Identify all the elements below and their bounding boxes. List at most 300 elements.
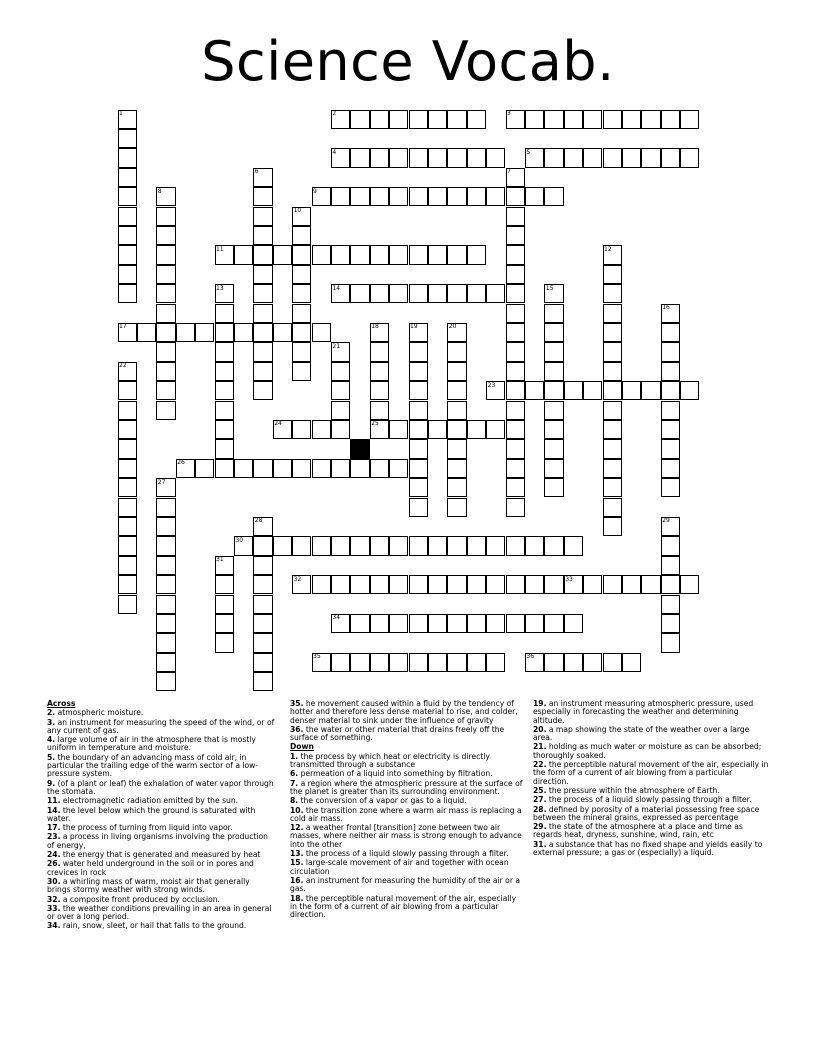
grid-cell[interactable] — [544, 304, 563, 323]
grid-cell[interactable] — [370, 284, 389, 303]
grid-cell[interactable] — [350, 614, 369, 633]
grid-cell[interactable] — [525, 381, 544, 400]
grid-cell[interactable] — [118, 207, 137, 226]
grid-cell[interactable] — [389, 459, 408, 478]
grid-cell[interactable] — [622, 148, 641, 167]
grid-cell[interactable] — [156, 381, 175, 400]
grid-cell[interactable] — [486, 614, 505, 633]
grid-cell[interactable] — [661, 342, 680, 361]
grid-cell[interactable] — [156, 575, 175, 594]
grid-cell[interactable] — [661, 420, 680, 439]
grid-cell[interactable] — [253, 459, 272, 478]
grid-cell[interactable] — [486, 187, 505, 206]
grid-cell[interactable] — [447, 362, 466, 381]
grid-cell[interactable] — [331, 187, 350, 206]
grid-cell[interactable] — [195, 323, 214, 342]
grid-cell[interactable] — [544, 148, 563, 167]
grid-cell[interactable] — [603, 420, 622, 439]
grid-cell[interactable] — [409, 342, 428, 361]
grid-cell[interactable] — [583, 381, 602, 400]
grid-cell[interactable] — [603, 304, 622, 323]
grid-cell[interactable] — [156, 556, 175, 575]
grid-cell[interactable] — [467, 187, 486, 206]
grid-cell[interactable] — [118, 575, 137, 594]
grid-cell[interactable] — [409, 459, 428, 478]
grid-cell[interactable] — [389, 187, 408, 206]
grid-cell[interactable] — [467, 110, 486, 129]
grid-cell[interactable] — [234, 245, 253, 264]
grid-cell[interactable] — [447, 187, 466, 206]
grid-cell[interactable] — [156, 653, 175, 672]
grid-cell[interactable] — [409, 362, 428, 381]
grid-cell[interactable] — [467, 536, 486, 555]
grid-cell[interactable] — [215, 459, 234, 478]
grid-cell[interactable] — [156, 614, 175, 633]
grid-cell[interactable] — [564, 148, 583, 167]
grid-cell[interactable] — [564, 536, 583, 555]
grid-cell[interactable] — [292, 420, 311, 439]
grid-cell[interactable] — [544, 323, 563, 342]
grid-cell[interactable] — [156, 362, 175, 381]
grid-cell[interactable] — [661, 362, 680, 381]
grid-cell[interactable] — [312, 420, 331, 439]
grid-cell[interactable] — [603, 575, 622, 594]
grid-cell[interactable] — [506, 536, 525, 555]
grid-cell[interactable] — [564, 614, 583, 633]
grid-cell[interactable] — [544, 459, 563, 478]
grid-cell[interactable] — [273, 459, 292, 478]
grid-cell[interactable] — [447, 439, 466, 458]
grid-cell[interactable] — [234, 323, 253, 342]
grid-cell[interactable] — [253, 342, 272, 361]
grid-cell[interactable] — [544, 401, 563, 420]
grid-cell[interactable] — [661, 614, 680, 633]
grid-cell[interactable] — [156, 517, 175, 536]
grid-cell[interactable] — [544, 187, 563, 206]
grid-cell[interactable] — [447, 498, 466, 517]
grid-cell[interactable] — [118, 401, 137, 420]
grid-cell[interactable] — [447, 148, 466, 167]
grid-cell[interactable] — [253, 304, 272, 323]
grid-cell[interactable] — [253, 556, 272, 575]
grid-cell[interactable] — [428, 653, 447, 672]
grid-cell[interactable] — [389, 614, 408, 633]
grid-cell[interactable] — [680, 575, 699, 594]
grid-cell[interactable] — [680, 381, 699, 400]
grid-cell[interactable] — [292, 265, 311, 284]
grid-cell[interactable] — [428, 614, 447, 633]
grid-cell[interactable] — [641, 148, 660, 167]
grid-cell[interactable] — [389, 536, 408, 555]
grid-cell[interactable] — [447, 536, 466, 555]
grid-cell[interactable] — [215, 575, 234, 594]
grid-cell[interactable] — [331, 420, 350, 439]
grid-cell[interactable] — [118, 498, 137, 517]
grid-cell[interactable] — [156, 304, 175, 323]
grid-cell[interactable] — [428, 110, 447, 129]
grid-cell[interactable] — [661, 556, 680, 575]
grid-cell[interactable] — [273, 323, 292, 342]
grid-cell[interactable] — [447, 653, 466, 672]
grid-cell[interactable] — [215, 362, 234, 381]
grid-cell[interactable] — [409, 148, 428, 167]
grid-cell[interactable] — [661, 439, 680, 458]
grid-cell[interactable] — [467, 420, 486, 439]
grid-cell[interactable] — [215, 342, 234, 361]
grid-cell[interactable] — [525, 614, 544, 633]
grid-cell[interactable] — [409, 110, 428, 129]
grid-cell[interactable] — [506, 420, 525, 439]
grid-cell[interactable] — [350, 653, 369, 672]
grid-cell[interactable] — [253, 323, 272, 342]
grid-cell[interactable] — [370, 614, 389, 633]
grid-cell[interactable] — [292, 226, 311, 245]
grid-cell[interactable] — [544, 420, 563, 439]
grid-cell[interactable] — [350, 536, 369, 555]
grid-cell[interactable] — [253, 536, 272, 555]
grid-cell[interactable] — [506, 362, 525, 381]
grid-cell[interactable] — [331, 459, 350, 478]
grid-cell[interactable] — [622, 575, 641, 594]
grid-cell[interactable] — [215, 420, 234, 439]
grid-cell[interactable] — [156, 207, 175, 226]
grid-cell[interactable] — [603, 517, 622, 536]
grid-cell[interactable] — [447, 284, 466, 303]
grid-cell[interactable] — [389, 420, 408, 439]
grid-cell[interactable] — [506, 226, 525, 245]
grid-cell[interactable] — [447, 420, 466, 439]
grid-cell[interactable] — [331, 575, 350, 594]
grid-cell[interactable] — [661, 148, 680, 167]
grid-cell[interactable] — [118, 517, 137, 536]
grid-cell[interactable] — [118, 187, 137, 206]
grid-cell[interactable] — [253, 614, 272, 633]
grid-cell[interactable] — [350, 459, 369, 478]
grid-cell[interactable] — [428, 148, 447, 167]
grid-cell[interactable] — [253, 381, 272, 400]
grid-cell[interactable] — [195, 459, 214, 478]
grid-cell[interactable] — [603, 401, 622, 420]
grid-cell[interactable] — [215, 381, 234, 400]
grid-cell[interactable] — [661, 633, 680, 652]
grid-cell[interactable] — [506, 323, 525, 342]
grid-cell[interactable] — [428, 575, 447, 594]
grid-cell[interactable] — [312, 536, 331, 555]
grid-cell[interactable] — [370, 401, 389, 420]
grid-cell[interactable] — [467, 575, 486, 594]
grid-cell[interactable] — [603, 265, 622, 284]
grid-cell[interactable] — [312, 459, 331, 478]
grid-cell[interactable] — [292, 362, 311, 381]
grid-cell[interactable] — [506, 439, 525, 458]
grid-cell[interactable] — [525, 536, 544, 555]
grid-cell[interactable] — [409, 245, 428, 264]
grid-cell[interactable] — [312, 575, 331, 594]
grid-cell[interactable] — [506, 459, 525, 478]
grid-cell[interactable] — [118, 226, 137, 245]
grid-cell[interactable] — [428, 245, 447, 264]
grid-cell[interactable] — [603, 110, 622, 129]
grid-cell[interactable] — [661, 536, 680, 555]
grid-cell[interactable] — [680, 110, 699, 129]
grid-cell[interactable] — [467, 148, 486, 167]
grid-cell[interactable] — [156, 284, 175, 303]
grid-cell[interactable] — [603, 498, 622, 517]
grid-cell[interactable] — [603, 284, 622, 303]
grid-cell[interactable] — [486, 148, 505, 167]
grid-cell[interactable] — [292, 342, 311, 361]
grid-cell[interactable] — [156, 265, 175, 284]
grid-cell[interactable] — [331, 653, 350, 672]
grid-cell[interactable] — [350, 245, 369, 264]
grid-cell[interactable] — [467, 653, 486, 672]
grid-cell[interactable] — [661, 401, 680, 420]
grid-cell[interactable] — [370, 148, 389, 167]
grid-cell[interactable] — [447, 342, 466, 361]
grid-cell[interactable] — [331, 536, 350, 555]
grid-cell[interactable] — [603, 653, 622, 672]
grid-cell[interactable] — [156, 595, 175, 614]
grid-cell[interactable] — [447, 459, 466, 478]
grid-cell[interactable] — [389, 110, 408, 129]
grid-cell[interactable] — [583, 575, 602, 594]
grid-cell[interactable] — [389, 653, 408, 672]
grid-cell[interactable] — [661, 323, 680, 342]
grid-cell[interactable] — [622, 381, 641, 400]
grid-cell[interactable] — [447, 478, 466, 497]
grid-cell[interactable] — [447, 614, 466, 633]
grid-cell[interactable] — [544, 536, 563, 555]
grid-cell[interactable] — [622, 653, 641, 672]
grid-cell[interactable] — [253, 595, 272, 614]
grid-cell[interactable] — [447, 245, 466, 264]
grid-cell[interactable] — [370, 110, 389, 129]
grid-cell[interactable] — [525, 187, 544, 206]
grid-cell[interactable] — [370, 653, 389, 672]
grid-cell[interactable] — [215, 595, 234, 614]
grid-cell[interactable] — [118, 129, 137, 148]
grid-cell[interactable] — [544, 653, 563, 672]
grid-cell[interactable] — [428, 284, 447, 303]
grid-cell[interactable] — [137, 323, 156, 342]
grid-cell[interactable] — [118, 478, 137, 497]
grid-cell[interactable] — [506, 575, 525, 594]
grid-cell[interactable] — [253, 207, 272, 226]
grid-cell[interactable] — [350, 284, 369, 303]
grid-cell[interactable] — [350, 148, 369, 167]
grid-cell[interactable] — [331, 381, 350, 400]
grid-cell[interactable] — [215, 323, 234, 342]
grid-cell[interactable] — [118, 245, 137, 264]
grid-cell[interactable] — [409, 401, 428, 420]
grid-cell[interactable] — [370, 245, 389, 264]
grid-cell[interactable] — [409, 653, 428, 672]
grid-cell[interactable] — [661, 381, 680, 400]
grid-cell[interactable] — [447, 381, 466, 400]
grid-cell[interactable] — [506, 265, 525, 284]
grid-cell[interactable] — [253, 226, 272, 245]
grid-cell[interactable] — [389, 245, 408, 264]
grid-cell[interactable] — [409, 381, 428, 400]
grid-cell[interactable] — [506, 187, 525, 206]
grid-cell[interactable] — [409, 478, 428, 497]
grid-cell[interactable] — [506, 478, 525, 497]
grid-cell[interactable] — [506, 401, 525, 420]
grid-cell[interactable] — [292, 284, 311, 303]
grid-cell[interactable] — [253, 284, 272, 303]
grid-cell[interactable] — [156, 633, 175, 652]
grid-cell[interactable] — [156, 536, 175, 555]
grid-cell[interactable] — [428, 187, 447, 206]
grid-cell[interactable] — [156, 226, 175, 245]
grid-cell[interactable] — [273, 245, 292, 264]
grid-cell[interactable] — [544, 439, 563, 458]
grid-cell[interactable] — [506, 284, 525, 303]
grid-cell[interactable] — [176, 323, 195, 342]
grid-cell[interactable] — [389, 575, 408, 594]
grid-cell[interactable] — [564, 381, 583, 400]
grid-cell[interactable] — [486, 536, 505, 555]
grid-cell[interactable] — [156, 401, 175, 420]
grid-cell[interactable] — [331, 362, 350, 381]
grid-cell[interactable] — [506, 498, 525, 517]
grid-cell[interactable] — [215, 304, 234, 323]
grid-cell[interactable] — [447, 401, 466, 420]
grid-cell[interactable] — [253, 265, 272, 284]
grid-cell[interactable] — [661, 110, 680, 129]
grid-cell[interactable] — [641, 381, 660, 400]
grid-cell[interactable] — [603, 478, 622, 497]
grid-cell[interactable] — [564, 110, 583, 129]
grid-cell[interactable] — [603, 342, 622, 361]
grid-cell[interactable] — [118, 595, 137, 614]
grid-cell[interactable] — [467, 614, 486, 633]
grid-cell[interactable] — [409, 439, 428, 458]
grid-cell[interactable] — [661, 575, 680, 594]
grid-cell[interactable] — [118, 459, 137, 478]
grid-cell[interactable] — [409, 575, 428, 594]
grid-cell[interactable] — [370, 381, 389, 400]
grid-cell[interactable] — [641, 575, 660, 594]
grid-cell[interactable] — [331, 401, 350, 420]
grid-cell[interactable] — [506, 342, 525, 361]
grid-cell[interactable] — [118, 265, 137, 284]
grid-cell[interactable] — [467, 284, 486, 303]
grid-cell[interactable] — [622, 110, 641, 129]
grid-cell[interactable] — [292, 304, 311, 323]
grid-cell[interactable] — [525, 110, 544, 129]
grid-cell[interactable] — [234, 459, 253, 478]
grid-cell[interactable] — [564, 653, 583, 672]
grid-cell[interactable] — [447, 575, 466, 594]
grid-cell[interactable] — [118, 556, 137, 575]
grid-cell[interactable] — [118, 168, 137, 187]
grid-cell[interactable] — [118, 148, 137, 167]
grid-cell[interactable] — [409, 614, 428, 633]
grid-cell[interactable] — [156, 672, 175, 691]
grid-cell[interactable] — [603, 148, 622, 167]
grid-cell[interactable] — [253, 575, 272, 594]
grid-cell[interactable] — [118, 284, 137, 303]
grid-cell[interactable] — [544, 381, 563, 400]
grid-cell[interactable] — [506, 304, 525, 323]
grid-cell[interactable] — [603, 439, 622, 458]
grid-cell[interactable] — [118, 536, 137, 555]
grid-cell[interactable] — [370, 459, 389, 478]
grid-cell[interactable] — [273, 536, 292, 555]
grid-cell[interactable] — [506, 245, 525, 264]
grid-cell[interactable] — [253, 245, 272, 264]
grid-cell[interactable] — [253, 362, 272, 381]
grid-cell[interactable] — [312, 323, 331, 342]
grid-cell[interactable] — [506, 207, 525, 226]
grid-cell[interactable] — [215, 439, 234, 458]
grid-cell[interactable] — [409, 420, 428, 439]
grid-cell[interactable] — [603, 459, 622, 478]
grid-cell[interactable] — [409, 284, 428, 303]
grid-cell[interactable] — [544, 342, 563, 361]
grid-cell[interactable] — [389, 148, 408, 167]
grid-cell[interactable] — [467, 245, 486, 264]
grid-cell[interactable] — [370, 536, 389, 555]
grid-cell[interactable] — [486, 284, 505, 303]
grid-cell[interactable] — [350, 575, 369, 594]
grid-cell[interactable] — [118, 381, 137, 400]
grid-cell[interactable] — [661, 595, 680, 614]
grid-cell[interactable] — [544, 110, 563, 129]
grid-cell[interactable] — [370, 362, 389, 381]
grid-cell[interactable] — [447, 110, 466, 129]
grid-cell[interactable] — [118, 439, 137, 458]
grid-cell[interactable] — [506, 614, 525, 633]
grid-cell[interactable] — [253, 672, 272, 691]
grid-cell[interactable] — [409, 536, 428, 555]
grid-cell[interactable] — [486, 653, 505, 672]
grid-cell[interactable] — [486, 575, 505, 594]
grid-cell[interactable] — [641, 110, 660, 129]
grid-cell[interactable] — [331, 245, 350, 264]
grid-cell[interactable] — [350, 187, 369, 206]
grid-cell[interactable] — [370, 342, 389, 361]
grid-cell[interactable] — [389, 284, 408, 303]
grid-cell[interactable] — [544, 575, 563, 594]
grid-cell[interactable] — [583, 148, 602, 167]
grid-cell[interactable] — [156, 323, 175, 342]
grid-cell[interactable] — [603, 323, 622, 342]
grid-cell[interactable] — [603, 362, 622, 381]
grid-cell[interactable] — [118, 420, 137, 439]
grid-cell[interactable] — [253, 653, 272, 672]
grid-cell[interactable] — [292, 459, 311, 478]
grid-cell[interactable] — [156, 498, 175, 517]
grid-cell[interactable] — [583, 110, 602, 129]
grid-cell[interactable] — [428, 420, 447, 439]
grid-cell[interactable] — [544, 362, 563, 381]
grid-cell[interactable] — [215, 633, 234, 652]
grid-cell[interactable] — [525, 575, 544, 594]
grid-cell[interactable] — [292, 323, 311, 342]
grid-cell[interactable] — [661, 478, 680, 497]
grid-cell[interactable] — [253, 187, 272, 206]
grid-cell[interactable] — [156, 245, 175, 264]
grid-cell[interactable] — [544, 614, 563, 633]
grid-cell[interactable] — [506, 381, 525, 400]
grid-cell[interactable] — [661, 459, 680, 478]
grid-cell[interactable] — [680, 148, 699, 167]
grid-cell[interactable] — [409, 498, 428, 517]
grid-cell[interactable] — [370, 187, 389, 206]
grid-cell[interactable] — [292, 536, 311, 555]
